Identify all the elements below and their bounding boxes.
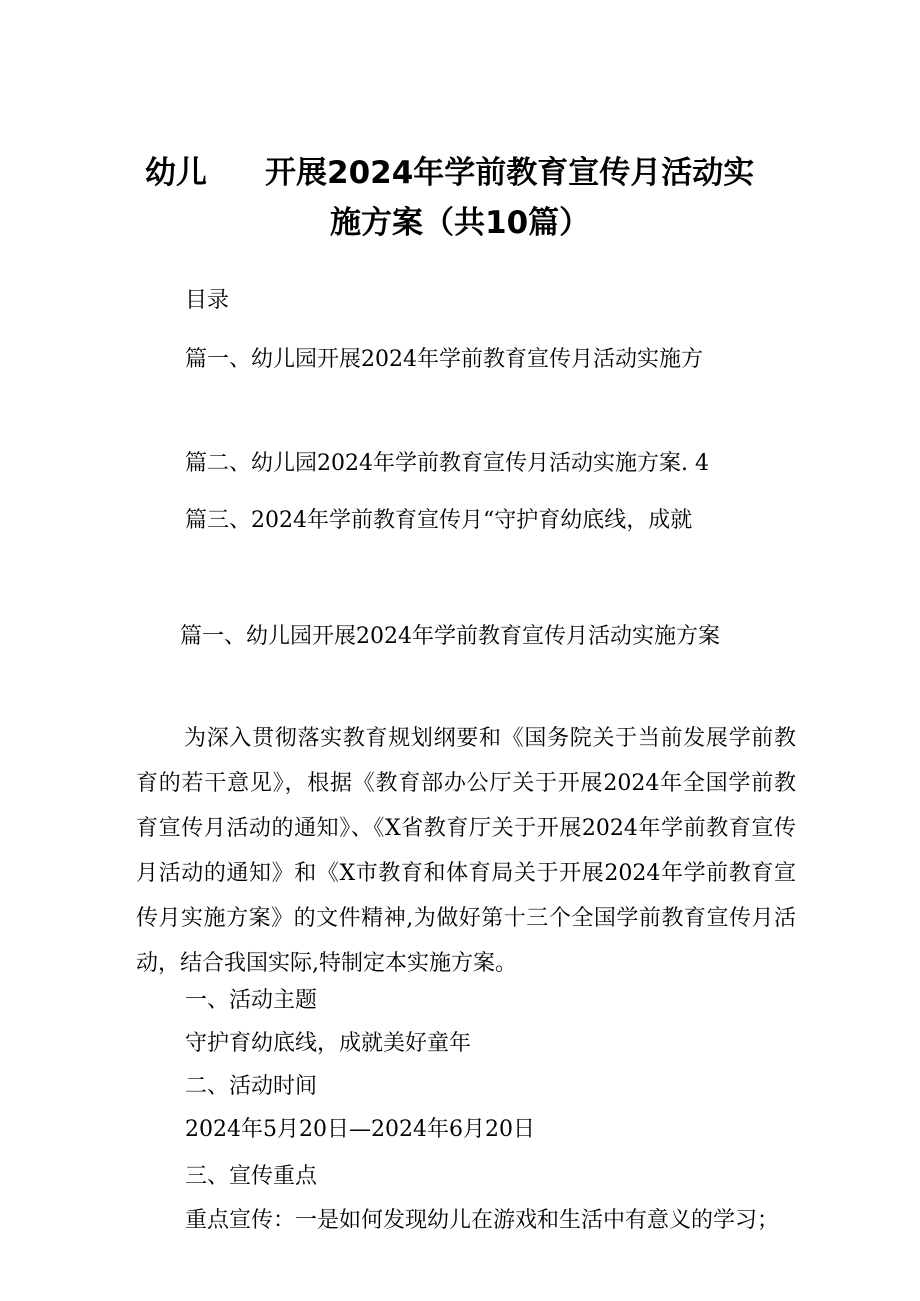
document-title-line-1 [145, 147, 754, 192]
intro-paragraph: 为深入贯彻落实教育规划纲要和《国务院关于当前发展学前教育的若干意见》，根据《教育部办公厅关于开展2024年全国学前教育宣传月活动的通知》、《X省教育厅关于开展2024年学前教育宣传月活动的通知》和《X市教育和体育局关于开展2024年学前教育宣传月实施方案》的文件精神,为做好第十三个全国学前教育宣传月活动，结合我国实际,特制定本实施方案。 [136, 726, 796, 976]
toc-item[interactable]: 篇三、2024年学前教育宣传月“守护育幼底线，成就 [185, 508, 693, 533]
subheading-time: 二、活动时间 [185, 1074, 318, 1099]
document-title-line-2: 施方案（共10篇） [330, 205, 591, 241]
intro-paragraph-block [136, 716, 796, 986]
subheading-theme: 一、活动主题 [185, 988, 318, 1013]
subheading-focus: 三、宣传重点 [185, 1164, 318, 1189]
title-part-2: 开展2024年学前教育宣传月活动实 [265, 155, 755, 191]
time-text: 2024年5月20日—2024年6月20日 [185, 1117, 535, 1142]
toc-item[interactable]: 篇二、幼儿园2024年学前教育宣传月活动实施方案. 4 [185, 451, 709, 476]
toc-heading: 目录 [185, 288, 230, 313]
toc-item[interactable]: 篇一、幼儿园开展2024年学前教育宣传月活动实施方 [185, 347, 703, 372]
theme-text: 守护育幼底线，成就美好童年 [185, 1031, 472, 1056]
section-title: 篇一、幼儿园开展2024年学前教育宣传月活动实施方案 [180, 624, 720, 649]
title-part-1: 幼儿 [145, 155, 207, 191]
focus-text: 重点宣传：一是如何发现幼儿在游戏和生活中有意义的学习； [185, 1208, 780, 1233]
